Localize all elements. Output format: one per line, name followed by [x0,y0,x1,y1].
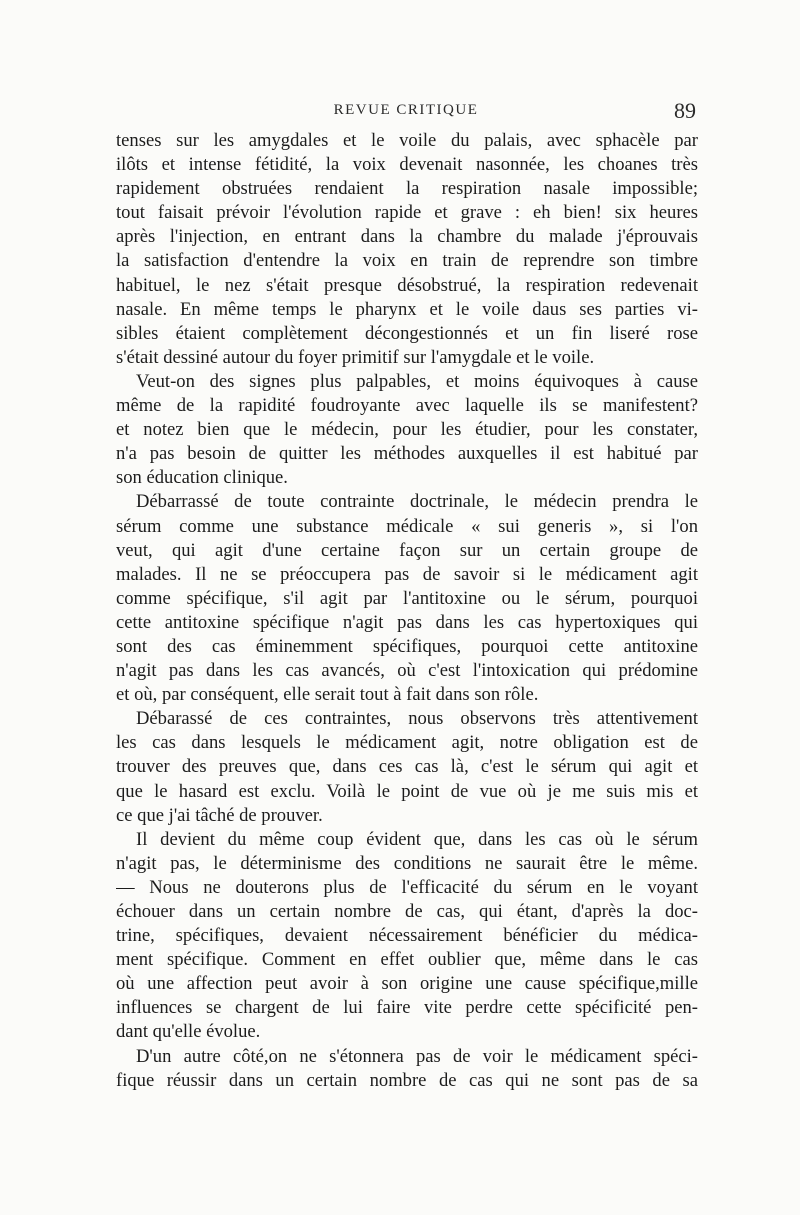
text-line: que le hasard est exclu. Voilà le point de vue où je me suis mis et [116,780,698,802]
text-line: fique réussir dans un certain nombre de cas qui ne sont pas de sa [116,1069,698,1091]
text-line: même de la rapidité foudroyante avec laquelle ils se manifestent? [116,395,698,417]
text-line: Il devient du même coup évident que, dans les cas où le sérum [136,828,698,850]
paragraph [116,828,698,1045]
paragraph [116,129,698,370]
text-line: son éducation clinique. [116,467,288,489]
text-line: nasale. En même temps le pharynx et le voile daus ses parties vi- [116,298,698,320]
text-line: n'a pas besoin de quitter les méthodes auxquelles il est habitué par [116,443,698,465]
text-line: ment spécifique. Comment en effet oublier que, même dans le cas [116,949,698,971]
text-line: n'agit pas dans les cas avancés, où c'est l'intoxication qui prédomine [116,660,698,682]
text-line: comme spécifique, s'il agit par l'antitoxine ou le sérum, pourquoi [116,587,698,609]
text-line: dant qu'elle évolue. [116,1021,261,1043]
text-line: s'était dessiné autour du foyer primitif sur l'amygdale et le voile. [116,346,595,368]
text-line: tout faisait prévoir l'évolution rapide et grave : eh bien! six heures [116,202,698,224]
text-line: rapidement obstruées rendaient la respiration nasale impossible; [116,178,698,200]
paragraph [116,370,698,490]
text-line: n'agit pas, le déterminisme des conditions ne saurait être le même. [116,852,698,874]
text-line: sont des cas éminemment spécifiques, pourquoi cette antitoxine [116,635,698,657]
text-line: Débarrassé de toute contrainte doctrinale, le médecin prendra le [136,491,698,513]
page-number: 89 [674,98,696,123]
text-line: cette antitoxine spécifique n'agit pas dans les cas hypertoxiques qui [116,611,698,633]
text-line: échouer dans un certain nombre de cas, qui étant, d'après la doc- [116,901,698,922]
paragraph [116,490,698,707]
text-line: ce que j'ai tâché de prouver. [116,804,323,826]
text-line: où une affection peut avoir à son origine une cause spécifique,mille [116,973,698,995]
paragraph [116,1045,698,1093]
text-line: influences se chargent de lui faire vite perdre cette spécificité pen- [116,997,698,1019]
text-line: les cas dans lesquels le médicament agit, notre obligation est de [116,732,698,754]
running-title: REVUE CRITIQUE [333,102,479,118]
text-line: sérum comme une substance médicale « sui generis », si l'on [116,515,698,537]
text-line: la satisfaction d'entendre la voix en train de reprendre son timbre [116,250,698,272]
text-line: trine, spécifiques, devaient nécessairement bénéficier du médica- [116,925,698,947]
text-line: et où, par conséquent, elle serait tout à fait dans son rôle. [116,684,539,706]
running-head [116,98,696,124]
paragraph [116,707,698,827]
text-line: tenses sur les amygdales et le voile du palais, avec sphacèle par [116,130,698,151]
text-line: malades. Il ne se préoccupera pas de savoir si le médicament agit [116,563,698,585]
text-line: Veut-on des signes plus palpables, et moins équivoques à cause [136,370,698,392]
text-line: ilôts et intense fétidité, la voix devenait nasonnée, les choanes très [116,154,698,176]
text-line: D'un autre côté,on ne s'étonnera pas de voir le médicament spéci- [136,1045,698,1067]
body-text [116,129,698,1093]
text-line: habituel, le nez s'était presque désobstrué, la respiration redevenait [116,274,698,296]
text-line: veut, qui agit d'une certaine façon sur un certain groupe de [116,539,698,561]
text-line: et notez bien que le médecin, pour les étudier, pour les constater, [116,419,698,441]
text-line: Débarassé de ces contraintes, nous observons très attentivement [136,708,698,730]
text-line: sibles étaient complètement décongestionnés et un fin liseré rose [116,322,698,344]
text-line: trouver des preuves que, dans ces cas là, c'est le sérum qui agit et [116,756,698,778]
text-line: après l'injection, en entrant dans la chambre du malade j'éprouvais [116,226,698,248]
text-line: — Nous ne douterons plus de l'efficacité du sérum en le voyant [116,876,698,898]
